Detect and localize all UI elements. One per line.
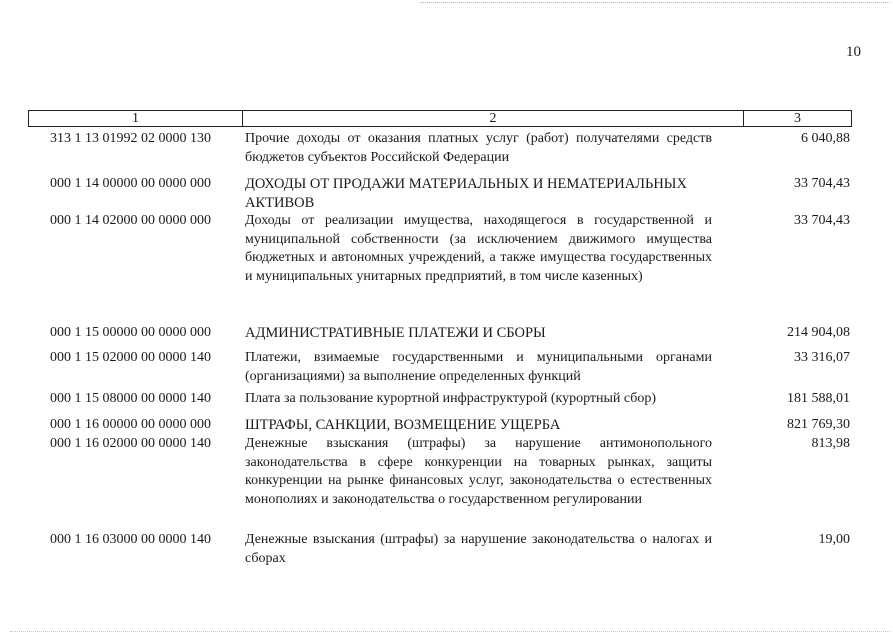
row-name: Плата за пользование курортной инфраструктурой (курортный сбор) [245,391,657,406]
row-code: 000 1 15 00000 00 0000 000 [50,325,211,340]
row-name: Платежи, взимаемые государственными и муниципальными органами (организациями) за выполнение определенных функций [245,350,712,384]
row-name: Денежные взыскания (штрафы) за нарушение антимонопольного законодательства в сфере конкуренции на товарных рынках, защиты конкуренции на рынке финансовых услуг, законодательства о естественных монополиях и законодательства о государственном регулировании [245,436,712,507]
row-amount: 6 040,88 [801,131,850,146]
row-name: ШТРАФЫ, САНКЦИИ, ВОЗМЕЩЕНИЕ УЩЕРБА [245,417,561,433]
row-name: Денежные взыскания (штрафы) за нарушение законодательства о налогах и сборах [245,532,712,566]
header-col-1: 1 [29,111,243,126]
header-col-3: 3 [794,111,801,126]
scan-edge-bottom [10,631,890,632]
row-code: 313 1 13 01992 02 0000 130 [50,131,211,146]
row-code: 000 1 16 02000 00 0000 140 [50,436,211,451]
row-amount: 214 904,08 [787,325,850,340]
row-code: 000 1 15 08000 00 0000 140 [50,391,211,406]
header-col-2: 2 [243,111,744,126]
row-name: АДМИНИСТРАТИВНЫЕ ПЛАТЕЖИ И СБОРЫ [245,325,546,341]
page-number: 10 [846,44,861,60]
row-code: 000 1 16 03000 00 0000 140 [50,532,211,547]
row-amount: 33 316,07 [794,350,850,365]
row-amount: 181 588,01 [787,391,850,406]
row-code: 000 1 15 02000 00 0000 140 [50,350,211,365]
row-code: 000 1 16 00000 00 0000 000 [50,417,211,432]
row-amount: 813,98 [811,436,850,451]
row-amount: 33 704,43 [794,176,850,191]
row-code: 000 1 14 00000 00 0000 000 [50,176,211,191]
row-amount: 33 704,43 [794,213,850,228]
row-code: 000 1 14 02000 00 0000 000 [50,213,211,228]
row-amount: 19,00 [818,532,850,547]
scan-edge-top [420,2,890,3]
row-name: Прочие доходы от оказания платных услуг (работ) получателями средств бюджетов субъектов Российской Федерации [245,131,712,165]
row-name: ДОХОДЫ ОТ ПРОДАЖИ МАТЕРИАЛЬНЫХ И НЕМАТЕРИАЛЬНЫХ АКТИВОВ [245,176,687,211]
table-header [28,110,852,127]
row-amount: 821 769,30 [787,417,850,432]
row-name: Доходы от реализации имущества, находящегося в государственной и муниципальной собственности (за исключением движимого имущества бюджетных и автономных учреждений, а также имущества государственных и муниципальных унитарных предприятий, в том числе казенных) [245,213,712,284]
